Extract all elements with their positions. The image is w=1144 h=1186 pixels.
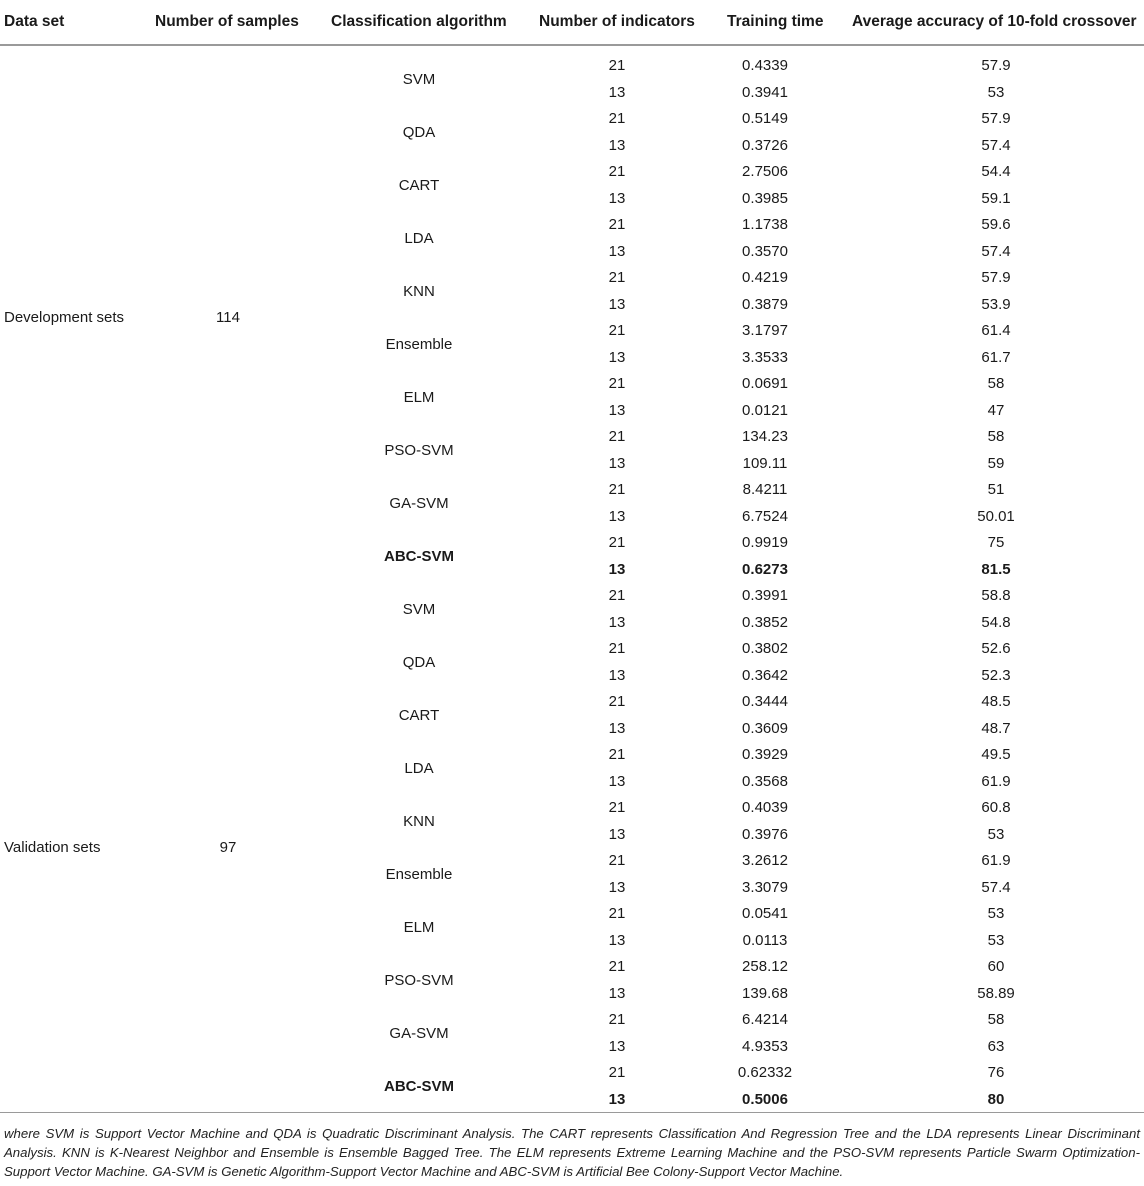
cell-average-accuracy: 61.9 — [981, 852, 1011, 869]
cell-number-of-indicators: 13 — [608, 1090, 626, 1108]
cell-average-accuracy: 57.4 — [981, 136, 1011, 154]
cell-average-accuracy: 57.9 — [981, 269, 1011, 286]
cell-number-of-indicators: 13 — [608, 189, 626, 207]
cell-number-of-indicators: 13 — [608, 560, 626, 578]
cell-training-time: 8.4211 — [742, 481, 788, 498]
header-number-of-indicators: Number of indicators — [539, 13, 695, 30]
header-divider — [0, 44, 1144, 46]
cell-number-of-indicators: 13 — [608, 348, 626, 366]
cell-training-time: 0.4039 — [742, 799, 788, 816]
cell-classification-algorithm: CART — [398, 176, 440, 194]
cell-classification-algorithm: ELM — [403, 918, 435, 936]
table-bottom-divider — [0, 1112, 1144, 1113]
cell-average-accuracy: 60 — [987, 958, 1005, 975]
cell-data-set: Development sets — [4, 309, 125, 326]
cell-training-time: 0.6273 — [742, 560, 788, 578]
cell-training-time: 0.3568 — [742, 772, 788, 790]
cell-classification-algorithm: Ensemble — [385, 335, 453, 353]
cell-training-time: 139.68 — [742, 984, 788, 1002]
cell-training-time: 0.62332 — [737, 1064, 793, 1081]
cell-number-of-indicators: 21 — [608, 481, 626, 498]
cell-classification-algorithm: GA-SVM — [389, 1024, 449, 1042]
cell-number-of-indicators: 21 — [608, 110, 626, 127]
cell-average-accuracy: 47 — [987, 401, 1005, 419]
cell-average-accuracy: 53 — [987, 825, 1005, 843]
cell-number-of-indicators: 13 — [608, 1037, 626, 1055]
cell-average-accuracy: 61.7 — [981, 348, 1011, 366]
cell-training-time: 109.11 — [742, 454, 788, 472]
cell-training-time: 0.5006 — [742, 1090, 788, 1108]
cell-classification-algorithm: QDA — [402, 123, 436, 141]
cell-training-time: 0.3802 — [742, 640, 788, 657]
cell-training-time: 4.9353 — [742, 1037, 788, 1055]
cell-number-of-indicators: 21 — [608, 375, 626, 392]
cell-number-of-indicators: 21 — [608, 799, 626, 816]
cell-average-accuracy: 49.5 — [981, 746, 1011, 763]
cell-average-accuracy: 58 — [987, 1011, 1005, 1028]
cell-data-set: Validation sets — [4, 839, 101, 856]
cell-training-time: 0.3976 — [742, 825, 788, 843]
header-training-time: Training time — [727, 13, 824, 30]
cell-average-accuracy: 63 — [987, 1037, 1005, 1055]
cell-training-time: 0.3929 — [742, 746, 788, 763]
cell-number-of-indicators: 13 — [608, 825, 626, 843]
cell-average-accuracy: 57.9 — [981, 57, 1011, 74]
header-classification-algorithm: Classification algorithm — [331, 13, 507, 30]
cell-average-accuracy: 57.4 — [981, 242, 1011, 260]
cell-number-of-indicators: 13 — [608, 295, 626, 313]
cell-number-of-indicators: 13 — [608, 507, 626, 525]
cell-number-of-indicators: 21 — [608, 269, 626, 286]
cell-training-time: 3.3079 — [742, 878, 788, 896]
cell-average-accuracy: 57.4 — [981, 878, 1011, 896]
cell-average-accuracy: 53 — [987, 83, 1005, 101]
cell-training-time: 0.3726 — [742, 136, 788, 154]
cell-classification-algorithm: KNN — [403, 812, 435, 830]
cell-number-of-indicators: 21 — [608, 216, 626, 233]
cell-training-time: 134.23 — [742, 428, 788, 445]
cell-number-of-indicators: 21 — [608, 1011, 626, 1028]
cell-average-accuracy: 52.6 — [981, 640, 1011, 657]
cell-training-time: 0.3609 — [742, 719, 788, 737]
cell-training-time: 6.4214 — [742, 1011, 788, 1028]
cell-training-time: 0.3570 — [742, 242, 788, 260]
cell-average-accuracy: 48.5 — [981, 693, 1011, 710]
cell-classification-algorithm: LDA — [404, 759, 434, 777]
cell-average-accuracy: 52.3 — [981, 666, 1011, 684]
cell-average-accuracy: 53.9 — [981, 295, 1011, 313]
cell-training-time: 0.3941 — [742, 83, 788, 101]
cell-average-accuracy: 58 — [987, 375, 1005, 392]
cell-number-of-indicators: 21 — [608, 640, 626, 657]
cell-training-time: 3.1797 — [742, 322, 788, 339]
cell-number-of-indicators: 13 — [608, 242, 626, 260]
cell-average-accuracy: 80 — [987, 1090, 1005, 1108]
cell-number-of-indicators: 13 — [608, 83, 626, 101]
cell-classification-algorithm: ABC-SVM — [384, 1077, 454, 1095]
cell-number-of-indicators: 13 — [608, 931, 626, 949]
cell-average-accuracy: 75 — [987, 534, 1005, 551]
cell-number-of-samples: 97 — [219, 839, 237, 856]
cell-number-of-indicators: 21 — [608, 163, 626, 180]
table-footnote: where SVM is Support Vector Machine and QDA is Quadratic Discriminant Analysis. The CART represents Classification And Regression Tree and the LDA represents Linear Discriminant Analysis. KNN is K-Nearest Neighbor and Ensemble is Ensemble Bagged Tree. The ELM represents Extreme Learning Machine and the PSO-SVM represents Particle Swarm Optimization-Support Vector Machine. GA-SVM is Genetic Algorithm-Support Vector Machine and ABC-SVM is Artificial Bee Colony-Support Vector Machine. — [4, 1126, 1140, 1179]
cell-training-time: 0.4339 — [742, 57, 788, 74]
cell-average-accuracy: 48.7 — [981, 719, 1011, 737]
cell-classification-algorithm: PSO-SVM — [384, 441, 454, 459]
cell-number-of-samples: 114 — [216, 309, 240, 326]
cell-number-of-indicators: 13 — [608, 984, 626, 1002]
header-data-set: Data set — [4, 13, 65, 30]
cell-training-time: 0.5149 — [742, 110, 788, 127]
cell-classification-algorithm: ELM — [403, 388, 435, 406]
cell-classification-algorithm: Ensemble — [385, 865, 453, 883]
cell-number-of-indicators: 21 — [608, 693, 626, 710]
cell-training-time: 3.3533 — [742, 348, 788, 366]
cell-training-time: 0.3444 — [742, 693, 788, 710]
cell-average-accuracy: 61.9 — [981, 772, 1011, 790]
cell-training-time: 0.3642 — [742, 666, 788, 684]
cell-training-time: 3.2612 — [742, 852, 788, 869]
cell-number-of-indicators: 13 — [608, 401, 626, 419]
cell-average-accuracy: 76 — [987, 1064, 1005, 1081]
cell-classification-algorithm: KNN — [403, 282, 435, 300]
cell-average-accuracy: 61.4 — [981, 322, 1011, 339]
cell-average-accuracy: 50.01 — [977, 507, 1015, 525]
cell-number-of-indicators: 13 — [608, 772, 626, 790]
cell-average-accuracy: 59.1 — [981, 189, 1011, 207]
header-average-accuracy: Average accuracy of 10-fold crossover — [852, 13, 1137, 30]
cell-training-time: 258.12 — [742, 958, 788, 975]
cell-training-time: 2.7506 — [742, 163, 788, 180]
cell-average-accuracy: 81.5 — [981, 560, 1011, 578]
cell-number-of-indicators: 21 — [608, 587, 626, 604]
header-number-of-samples: Number of samples — [155, 13, 299, 30]
cell-average-accuracy: 51 — [987, 481, 1005, 498]
cell-number-of-indicators: 21 — [608, 1064, 626, 1081]
cell-training-time: 0.0121 — [742, 401, 788, 419]
cell-number-of-indicators: 13 — [608, 613, 626, 631]
cell-training-time: 0.3852 — [742, 613, 788, 631]
cell-classification-algorithm: GA-SVM — [389, 494, 449, 512]
cell-average-accuracy: 59 — [987, 454, 1005, 472]
cell-average-accuracy: 58 — [987, 428, 1005, 445]
cell-number-of-indicators: 21 — [608, 905, 626, 922]
cell-number-of-indicators: 13 — [608, 719, 626, 737]
cell-number-of-indicators: 21 — [608, 428, 626, 445]
cell-average-accuracy: 54.4 — [981, 163, 1011, 180]
cell-classification-algorithm: QDA — [402, 653, 436, 671]
cell-average-accuracy: 53 — [987, 931, 1005, 949]
cell-training-time: 0.0113 — [742, 931, 788, 949]
cell-classification-algorithm: CART — [398, 706, 440, 724]
cell-number-of-indicators: 13 — [608, 878, 626, 896]
cell-training-time: 0.9919 — [742, 534, 788, 551]
cell-classification-algorithm: SVM — [402, 70, 436, 88]
cell-training-time: 0.4219 — [742, 269, 788, 286]
cell-average-accuracy: 53 — [987, 905, 1005, 922]
cell-training-time: 1.1738 — [742, 216, 788, 233]
cell-average-accuracy: 60.8 — [981, 799, 1011, 816]
cell-number-of-indicators: 21 — [608, 57, 626, 74]
cell-training-time: 0.0691 — [742, 375, 788, 392]
cell-number-of-indicators: 21 — [608, 852, 626, 869]
cell-average-accuracy: 57.9 — [981, 110, 1011, 127]
cell-training-time: 0.3985 — [742, 189, 788, 207]
cell-classification-algorithm: LDA — [404, 229, 434, 247]
cell-average-accuracy: 58.89 — [977, 984, 1015, 1002]
cell-number-of-indicators: 21 — [608, 958, 626, 975]
cell-training-time: 6.7524 — [742, 507, 788, 525]
cell-number-of-indicators: 21 — [608, 746, 626, 763]
cell-average-accuracy: 59.6 — [981, 216, 1011, 233]
cell-number-of-indicators: 21 — [608, 534, 626, 551]
cell-training-time: 0.0541 — [742, 905, 788, 922]
cell-training-time: 0.3879 — [742, 295, 788, 313]
cell-average-accuracy: 54.8 — [981, 613, 1011, 631]
cell-number-of-indicators: 13 — [608, 666, 626, 684]
cell-average-accuracy: 58.8 — [981, 587, 1011, 604]
cell-training-time: 0.3991 — [742, 587, 788, 604]
cell-number-of-indicators: 13 — [608, 136, 626, 154]
cell-number-of-indicators: 13 — [608, 454, 626, 472]
cell-classification-algorithm: PSO-SVM — [384, 971, 454, 989]
cell-classification-algorithm: SVM — [402, 600, 436, 618]
cell-classification-algorithm: ABC-SVM — [384, 547, 454, 565]
cell-number-of-indicators: 21 — [608, 322, 626, 339]
